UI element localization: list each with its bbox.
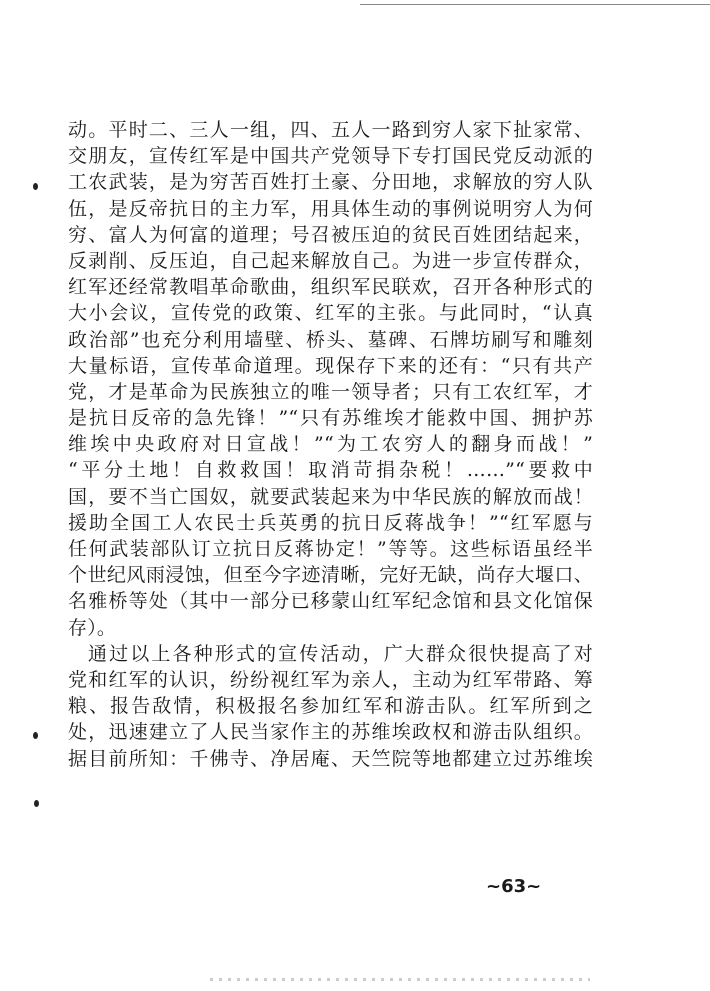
text-line: 维埃中央政府对日宣战！”“为工农穷人的翻身而战！” (68, 433, 593, 456)
text-line: 党和红军的认识，纷纷视红军为亲人，主动为红军带路、筹 (68, 668, 593, 691)
text-line: 个世纪风雨浸蚀，但至今字迹清晰，完好无缺，尚存大堰口、 (68, 564, 593, 587)
text-line: 反剥削、反压迫，自己起来解放自己。为进一步宣传群众， (68, 249, 593, 272)
text-line: 是抗日反帝的急先锋！”“只有苏维埃才能救中国、拥护苏 (68, 407, 593, 430)
text-line: 政治部”也充分利用墙壁、桥头、墓碑、石牌坊刷写和雕刻 (68, 328, 593, 351)
text-line: 援助全国工人农民士兵英勇的抗日反蒋战争！”“红军愿与 (68, 511, 593, 534)
text-line: 穷、富人为何富的道理；号召被压迫的贫民百姓团结起来， (68, 223, 593, 246)
text-line: 动。平时二、三人一组，四、五人一路到穷人家下扯家常、 (68, 119, 593, 141)
text-line: 党，才是革命为民族独立的唯一领导者；只有工农红军，才 (68, 380, 593, 403)
margin-speck (33, 732, 38, 739)
page-number: ~63~ (486, 876, 542, 897)
margin-speck (34, 800, 39, 807)
text-line: 处，迅速建立了人民当家作主的苏维埃政权和游击队组织。 (68, 721, 593, 744)
text-line: 大量标语，宣传革命道理。现保存下来的还有：“只有共产 (68, 354, 593, 377)
top-rule (360, 4, 710, 5)
paragraph-start-line: 通过以上各种形式的宣传活动，广大群众很快提高了对 (88, 642, 593, 665)
margin-speck (33, 183, 38, 190)
text-line: 据目前所知：千佛寺、净居庵、天竺院等地都建立过苏维埃 (68, 747, 593, 770)
text-line: 任何武装部队订立抗日反蒋协定！”等等。这些标语虽经半 (68, 538, 593, 560)
text-line: 大小会议，宣传党的政策、红军的主张。与此同时，“认真 (68, 302, 593, 325)
text-line: “平分土地！自救救国！取消苛捐杂税！……”“要救中 (68, 459, 593, 482)
text-line: 红军还经常教唱革命歌曲，组织军民联欢，召开各种形式的 (68, 276, 593, 299)
text-line: 名雅桥等处（其中一部分已移蒙山红军纪念馆和县文化馆保 (68, 590, 593, 613)
text-line: 工农武装，是为穷苦百姓打土豪、分田地，求解放的穷人队 (68, 171, 593, 194)
text-line: 交朋友，宣传红军是中国共产党领导下专打国民党反动派的 (68, 145, 593, 168)
body-text (68, 117, 593, 772)
text-line: 伍，是反帝抗日的主力军，用具体生动的事例说明穷人为何 (68, 197, 593, 220)
text-line: 存）。 (68, 616, 117, 639)
text-line: 国，要不当亡国奴，就要武装起来为中华民族的解放而战！ (68, 485, 593, 508)
scan-noise (210, 978, 590, 981)
text-line: 粮、报告敌情，积极报名参加红军和游击队。红军所到之 (68, 695, 593, 718)
